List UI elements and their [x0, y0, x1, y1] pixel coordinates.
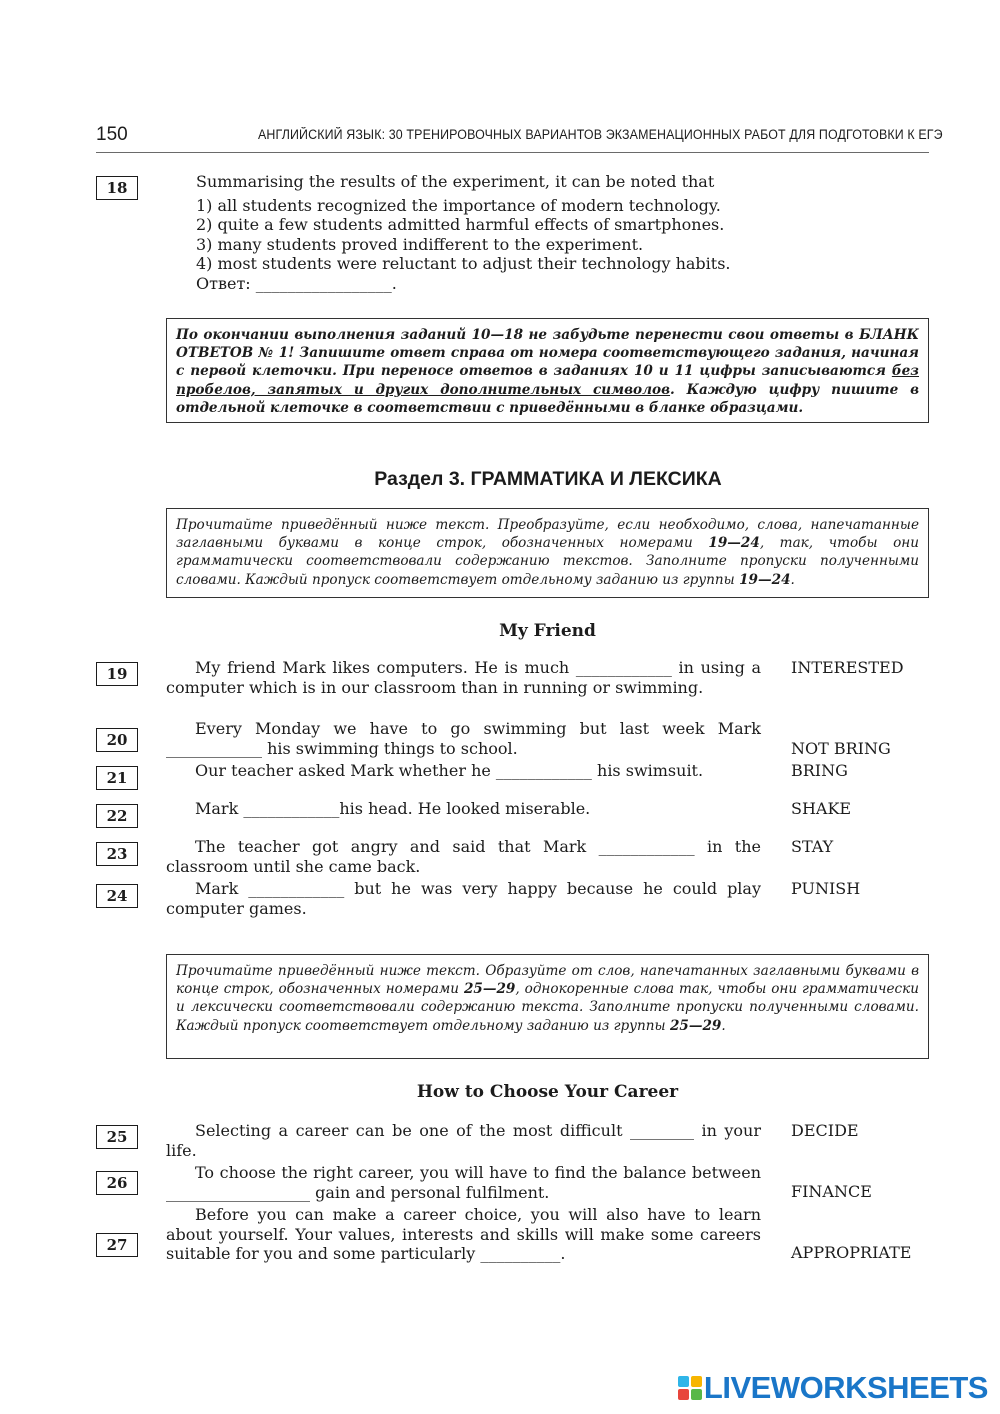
logo-square-2 — [691, 1376, 702, 1387]
task18-option-2: 2) quite a few students admitted harmful effects of smartphones. — [196, 215, 725, 234]
task22-text[interactable]: Mark ____________his head. He looked miserable. — [195, 799, 591, 818]
task-number-25: 25 — [96, 1125, 138, 1149]
instructions2-part3: . — [721, 1017, 726, 1034]
task-number-27: 27 — [96, 1233, 138, 1257]
task18-option-4: 4) most students were reluctant to adjust their technology habits. — [196, 254, 731, 273]
task27-text[interactable]: Before you can make a career choice, you will also have to learn about yourself. Your values, interests and skills will make some careers suitable for you and some particularly __________. — [166, 1205, 761, 1264]
task24-text[interactable]: Mark ____________ but he was very happy because he could play computer games. — [166, 879, 761, 918]
task-number-26: 26 — [96, 1171, 138, 1195]
task27-word: APPROPRIATE — [791, 1243, 912, 1262]
task20-text[interactable]: Every Monday we have to go swimming but last week Mark ____________ his swimming things to school. — [166, 719, 761, 758]
running-title: АНГЛИЙСКИЙ ЯЗЫК: 30 ТРЕНИРОВОЧНЫХ ВАРИАНТОВ ЭКЗАМЕНАЦИОННЫХ РАБОТ ДЛЯ ПОДГОТОВКИ К ЕГЭ — [258, 127, 943, 142]
instructions1-part2: , так, чтобы они грамматически соответствовали содержанию текстов. Заполните пропуски полученными словами. Каждый пропуск соответствует отдельному заданию из группы — [176, 535, 919, 588]
instructions1-part1: Прочитайте приведённый ниже текст. Преобразуйте, если необходимо, слова, напечатанные заглавными буквами в конце строк, обозначенных номерами — [176, 517, 919, 552]
instructions1-range1: 19—24 — [708, 535, 760, 552]
instructions2-part1: Прочитайте приведённый ниже текст. Образуйте от слов, напечатанных заглавными буквами в конце строк, обозначенных номерами — [176, 963, 919, 998]
logo-square-3 — [678, 1389, 689, 1400]
logo-square-1 — [678, 1376, 689, 1387]
task-number-23: 23 — [96, 842, 138, 866]
task19-word: INTERESTED — [791, 658, 904, 677]
task22-word: SHAKE — [791, 799, 852, 818]
liveworksheets-logo-text: LIVEWORKSHEETS — [703, 1370, 988, 1405]
instructions2-range2: 25—29 — [669, 1017, 722, 1034]
task18-option-1: 1) all students recognized the importance of modern technology. — [196, 196, 721, 215]
section-title: Раздел 3. ГРАММАТИКА И ЛЕКСИКА — [374, 468, 722, 490]
task-number-21: 21 — [96, 766, 138, 790]
task25-word: DECIDE — [791, 1121, 859, 1140]
transfer-answers-notice — [166, 318, 929, 423]
task-number-18: 18 — [96, 176, 138, 200]
logo-square-4 — [691, 1389, 702, 1400]
instructions-25-29 — [166, 954, 929, 1059]
task18-option-3: 3) many students proved indifferent to the experiment. — [196, 235, 644, 254]
page-number: 150 — [96, 124, 128, 145]
instructions2-part2: , однокоренные слова так, чтобы они грамматически и лексически соответствовали содержанию текста. Заполните пропуски полученными словами. Каждый пропуск соответствует отдельному заданию из группы — [176, 981, 919, 1034]
task18-answer-field[interactable]: Ответ: _________________. — [196, 274, 397, 293]
instructions-19-24 — [166, 508, 929, 598]
task18-stem: Summarising the results of the experiment, it can be noted that — [196, 172, 715, 191]
task21-word: BRING — [791, 761, 848, 780]
task26-word: FINANCE — [791, 1182, 872, 1201]
instructions1-part3: . — [790, 571, 795, 588]
text2-title: How to Choose Your Career — [416, 1082, 679, 1102]
notice-text-part1: По окончании выполнения заданий 10—18 не забудьте перенести свои ответы в БЛАНК ОТВЕТОВ № 1! Запишите ответ справа от номера соответствующего задания, начиная с первой клеточки. При переносе ответов в заданиях 10 и 11 цифры записываются — [176, 327, 919, 380]
task25-text[interactable]: Selecting a career can be one of the most difficult ________ in your life. — [166, 1121, 761, 1160]
task-number-19: 19 — [96, 662, 138, 686]
instructions2-range1: 25—29 — [463, 981, 516, 998]
task-number-22: 22 — [96, 804, 138, 828]
task24-word: PUNISH — [791, 879, 861, 898]
header-divider — [96, 152, 929, 153]
instructions1-range2: 19—24 — [739, 571, 791, 588]
task-number-20: 20 — [96, 728, 138, 752]
task21-text[interactable]: Our teacher asked Mark whether he ____________ his swimsuit. — [195, 761, 704, 780]
task23-text[interactable]: The teacher got angry and said that Mark ____________ in the classroom until she came back. — [166, 837, 761, 876]
task-number-24: 24 — [96, 884, 138, 908]
task20-word: NOT BRING — [791, 739, 891, 758]
notice-underlined: без пробелов, запятых и других дополнительных символов — [176, 363, 919, 398]
task23-word: STAY — [791, 837, 834, 856]
notice-text-part2: . Каждую цифру пишите в отдельной клеточке в соответствии с приведёнными в бланке образцами. — [176, 381, 919, 416]
task26-text[interactable]: To choose the right career, you will have to find the balance between __________________ gain and personal fulfilment. — [166, 1163, 761, 1202]
liveworksheets-logo[interactable] — [678, 1370, 988, 1406]
text1-title: My Friend — [499, 621, 596, 641]
liveworksheets-logo-mark-icon — [678, 1376, 702, 1400]
task19-text[interactable]: My friend Mark likes computers. He is much ____________ in using a computer which is in our classroom than in running or swimming. — [166, 658, 761, 697]
